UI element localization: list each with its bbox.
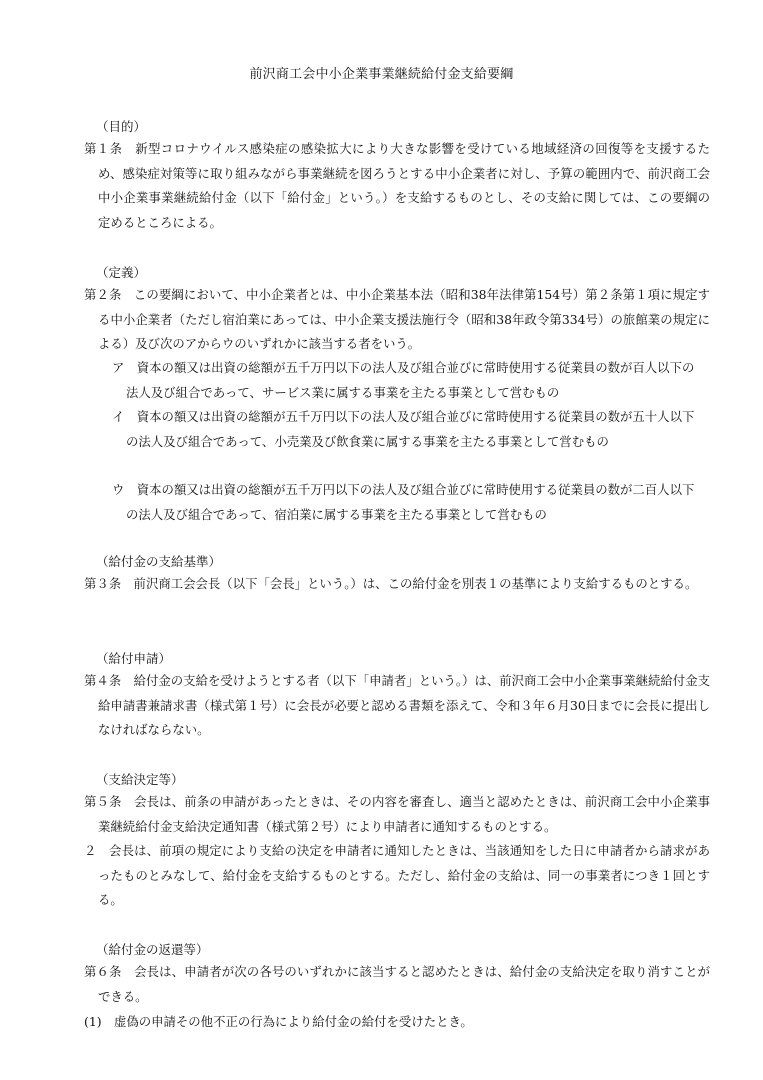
article-3: 第３条 前沢商工会会長（以下「会長」という。）は、この給付金を別表１の基準により支給するものとする。	[84, 576, 698, 591]
heading-application: （給付申請）	[96, 651, 172, 666]
heading-definition: （定義）	[96, 265, 147, 280]
article-2: 第２条 この要綱において、中小企業者とは、中小企業基本法（昭和38年法律第154号）第２条第１項に規定する中小企業者（ただし宿泊業にあっては、中小企業支援法施行令（昭和38年政令第334号）の旅館業の規定による）及び次のアからウのいずれかに該当する者をいう。	[84, 287, 710, 351]
heading-refund: （給付金の返還等）	[96, 942, 209, 957]
article-1: 第１条 新型コロナウイルス感染症の感染拡大により大きな影響を受けている地域経済の回復等を支援するため、感染症対策等に取り組みながら事業継続を図ろうとする中小企業者に対し、予算の範囲内で、前沢商工会中小企業事業継続給付金（以下「給付金」という。）を支給するものとし、その支給に関しては、この要綱の定めるところによる。	[84, 141, 710, 230]
article-5-paragraph-2: ２ 会長は、前項の規定により支給の決定を申請者に通知したときは、当該通知をした日に申請者から請求があったものとみなして、給付金を支給するものとする。ただし、給付金の支給は、同一の事業者につき１回とする。	[84, 843, 710, 907]
heading-purpose: （目的）	[96, 119, 147, 134]
article-5: 第５条 会長は、前条の申請があったときは、その内容を審査し、適当と認めたときは、前沢商工会中小企業事業継続給付金支給決定通知書（様式第２号）により申請者に通知するものとする。	[84, 794, 710, 834]
article-6-item-1: (1) 虚偽の申請その他不正の行為により給付金の給付を受けたとき。	[84, 1014, 473, 1029]
article-6: 第６条 会長は、申請者が次の各号のいずれかに該当すると認めたときは、給付金の支給決定を取り消すことができる。	[84, 964, 710, 1004]
document-title: 前沢商工会中小企業事業継続給付金支給要綱	[249, 67, 514, 82]
definition-item-a: ア 資本の額又は出資の総額が五千万円以下の法人及び組合並びに常時使用する従業員の数が百人以下の法人及び組合であって、サービス業に属する事業を主たる事業として営むもの	[112, 360, 695, 400]
definition-item-u: ウ 資本の額又は出資の総額が五千万円以下の法人及び組合並びに常時使用する従業員の数が二百人以下の法人及び組合であって、宿泊業に属する事業を主たる事業として営むもの	[112, 482, 695, 522]
definition-item-i: イ 資本の額又は出資の総額が五千万円以下の法人及び組合並びに常時使用する従業員の数が五十人以下の法人及び組合であって、小売業及び飲食業に属する事業を主たる事業として営むもの	[112, 409, 695, 449]
article-4: 第４条 給付金の支給を受けようとする者（以下「申請者」という。）は、前沢商工会中小企業事業継続給付金支給申請書兼請求書（様式第１号）に会長が必要と認める書類を添えて、令和３年６月30日までに会長に提出しなければならない。	[84, 673, 710, 737]
heading-payment-decision: （支給決定等）	[96, 772, 184, 787]
heading-payment-criteria: （給付金の支給基準）	[96, 554, 222, 569]
